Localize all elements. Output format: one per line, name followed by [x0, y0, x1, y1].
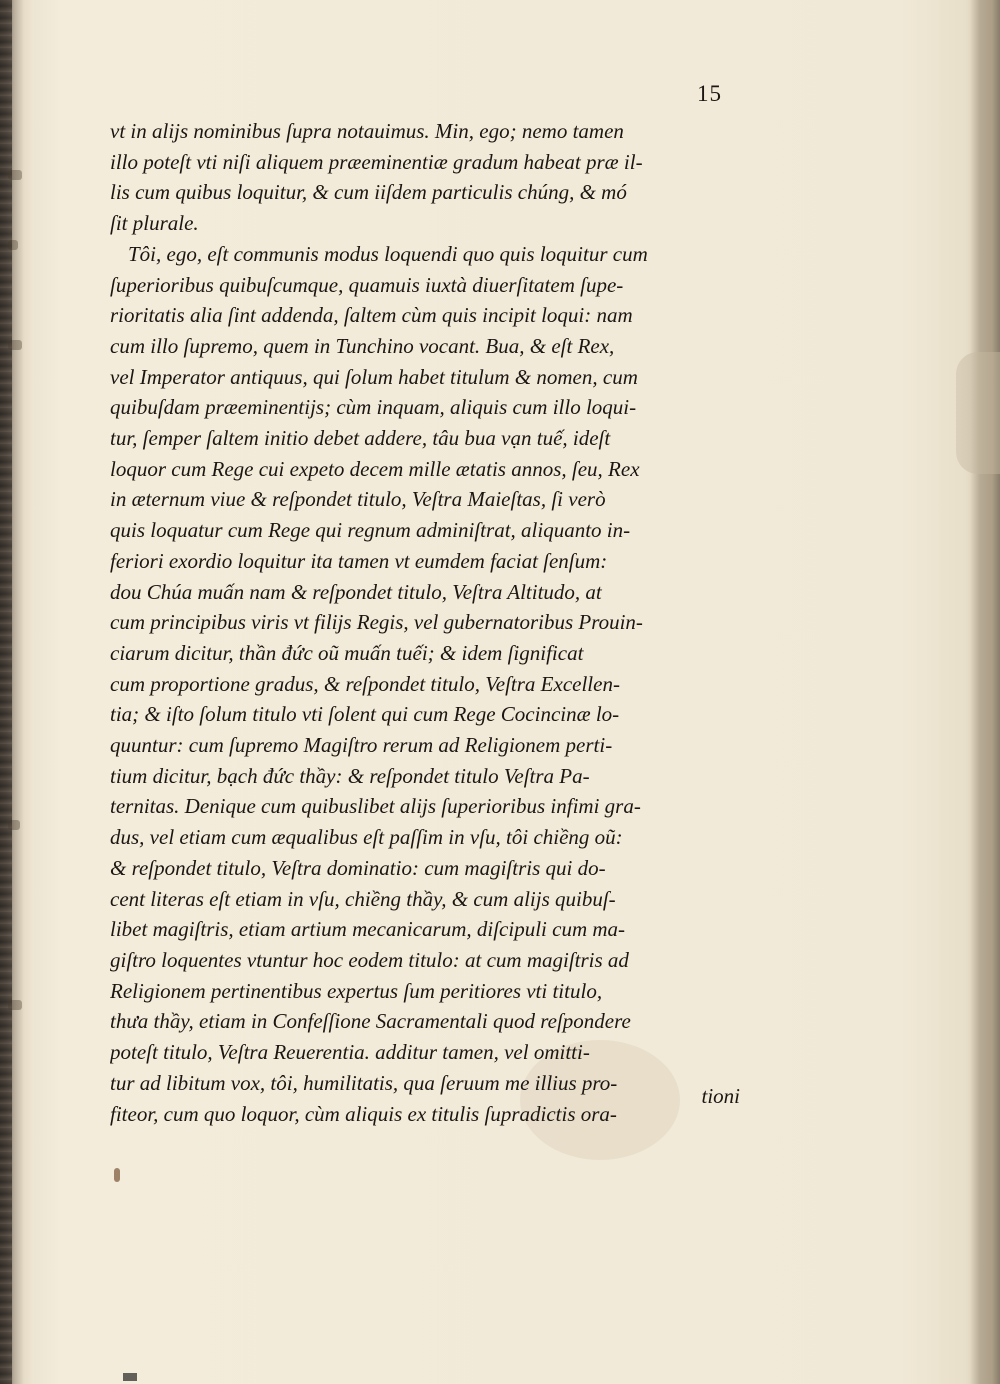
text-line: tur, ſemper ſaltem initio debet addere, tâu bua vạn tuế, ideſt	[110, 426, 611, 451]
bleed-through-mark	[8, 170, 22, 180]
ink-speck	[114, 1168, 120, 1182]
text-line: in æternum viue & reſpondet titulo, Veſtra Maieſtas, ſi verò	[110, 487, 606, 512]
text-line: quibuſdam præeminentiјs; cùm inquam, aliquis cum illo loqui-	[110, 395, 637, 420]
text-line: dus, vel etiam cum æqualibus eſt paſſim in vſu, tôi chiềng oũ:	[110, 825, 623, 850]
text-line: cum proportione gradus, & reſpondet titulo, Veſtra Excellen-	[110, 671, 620, 696]
text-line: feriori exordio loquitur ita tamen vt eumdem faciat ſenſum:	[110, 548, 608, 573]
text-line: cum illo ſupremo, quem in Tunchino vocant. Bua, & eſt Rex,	[110, 333, 615, 358]
text-line: vt in aliјs nominibus ſupra notauimus. Min, ego; nemo tamen	[110, 119, 624, 143]
text-line: poteſt titulo, Veſtra Reuerentia. additur tamen, vel omitti-	[110, 1040, 590, 1065]
main-text-block	[110, 116, 740, 1129]
text-line: tia; & iſto ſolum titulo vti ſolent qui cum Rege Cocincinæ lo-	[110, 702, 620, 727]
text-line: Tôi, ego, eſt communis modus loquendi quo quis loquitur cum	[128, 241, 648, 266]
text-line: lis cum quibus loquitur, & cum iiſdem particulis chúng, & mó	[110, 180, 627, 205]
bottom-edge-mark	[123, 1373, 137, 1381]
text-line: Religionem pertinentibus expertus ſum peritiores vti titulo,	[110, 978, 603, 1003]
text-line: vel Imperator antiquus, qui ſolum habet titulum & nomen, cum	[110, 364, 638, 389]
text-line: tur ad libitum vox, tôi, humilitatis, qua ſeruum me illius pro-	[110, 1070, 618, 1095]
text-line: fiteor, cum quo loquor, cùm aliquis ex titulis ſupradictis ora-	[110, 1101, 617, 1126]
text-line: quis loquatur cum Rege qui regnum adminiſtrat, aliquanto in-	[110, 518, 631, 543]
text-line: loquor cum Rege cui expeto decem mille ætatis annos, ſeu, Rex	[110, 456, 640, 481]
bleed-through-mark	[8, 1000, 22, 1010]
page-text-area	[110, 81, 740, 1126]
text-line: cum principibus viris vt filiјs Regis, vel gubernatoribus Prouin-	[110, 610, 643, 635]
catchword: tioni	[701, 1084, 740, 1108]
bleed-through-mark	[8, 340, 22, 350]
text-line: rioritatis alia ſint addenda, ſaltem cùm quis incipit loqui: nam	[110, 303, 633, 328]
bleed-through-mark	[8, 240, 18, 250]
text-line: & reſpondet titulo, Veſtra dominatio: cum magiſtris qui do-	[110, 855, 606, 880]
bleed-through-mark	[8, 820, 20, 830]
text-line: quuntur: cum ſupremo Magiſtro rerum ad Religionem perti-	[110, 733, 613, 758]
text-line: giſtro loquentes vtuntur hoc eodem titulo: at cum magiſtris ad	[110, 947, 629, 972]
text-line: ſit plurale.	[110, 211, 199, 236]
text-line: tium dicitur, bạch đức thầy: & reſpondet titulo Veſtra Pa-	[110, 763, 590, 788]
binding-tab	[956, 352, 1000, 474]
text-line: thưa thầy, etiam in Confeſſione Sacramentali quod reſpondere	[110, 1009, 631, 1034]
text-line: ſuperioribus quibuſcumque, quamuis iuxtà diuerſitatem ſupe-	[110, 272, 624, 297]
page-number: 15	[697, 81, 722, 106]
right-page-edge	[970, 0, 1000, 1384]
text-line: libet magiſtris, etiam artium mecanicarum, diſcipuli cum ma-	[110, 917, 626, 942]
text-line: cent literas eſt etiam in vſu, chiềng thầy, & cum aliјs quibuſ-	[110, 886, 616, 911]
text-line: ternitas. Denique cum quibuslibet aliјs ſuperioribus infimi gra-	[110, 794, 641, 819]
text-line: illo poteſt vti niſi aliquem præeminentiæ gradum habeat præ il-	[110, 149, 643, 174]
text-line: dou Chúa muấn nam & reſpondet titulo, Veſtra Altitudo, at	[110, 579, 602, 604]
text-line: ciarum dicitur, thần đức oũ muấn tuếi; & idem ſignificat	[110, 640, 584, 665]
book-spine-shadow	[0, 0, 12, 1384]
